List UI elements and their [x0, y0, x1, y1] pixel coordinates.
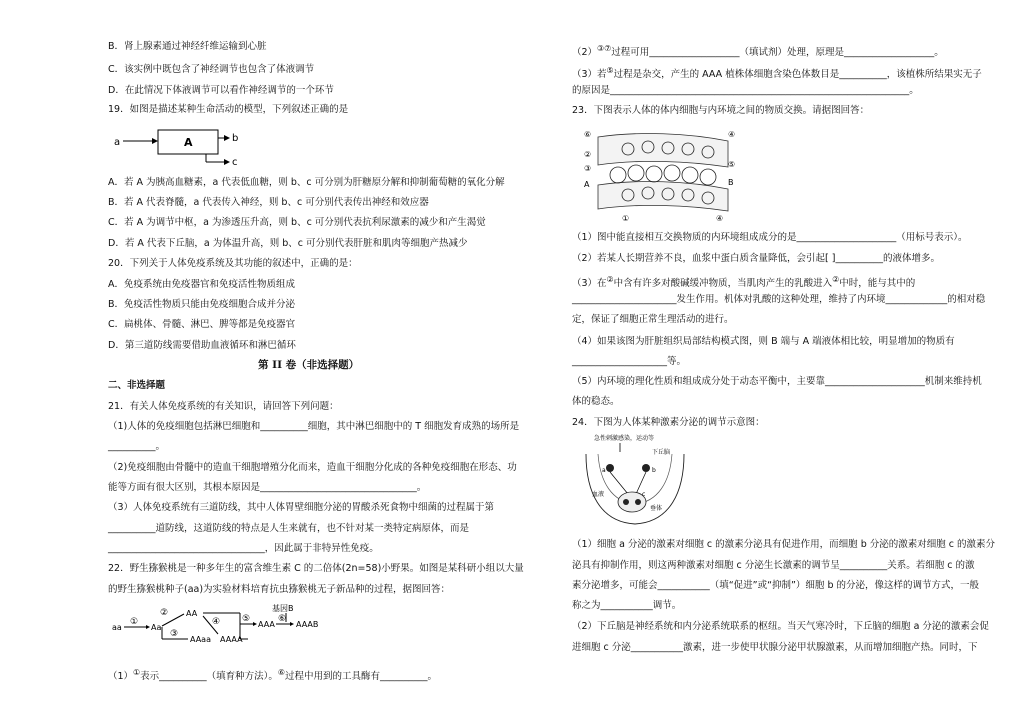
fig23-label-b: B: [728, 178, 734, 187]
q19-option-d: D．若 A 代表下丘脑，a 为体温升高，则 b、c 可分别代表肝脏和肌肉等细胞产热减少: [108, 238, 468, 249]
q23-part2: （2）若某人长期营养不良，血浆中蛋白质含量降低，会引起[ ]__________的液体增多。: [572, 253, 940, 264]
q20-option-b: B．免疫活性物质只能由免疫细胞合成并分泌: [108, 299, 296, 310]
q22-part3-line1: （3）若⑤过程是杂交，产生的 AAA 植株体细胞含染色体数目是__________，该植株所结果实无子: [572, 66, 982, 81]
svg-text:aa: aa: [112, 623, 122, 632]
fig23-num-2: ②: [584, 150, 592, 159]
q21-part2-line1: （2)免疫细胞由骨髓中的造血干细胞增殖分化而来，造血干细胞分化成的各种免疫细胞在形态、功: [108, 462, 517, 473]
circled-6: ⑥: [277, 668, 285, 677]
q22-breeding-figure: [108, 604, 348, 648]
q20-option-d: D．第三道防线需要借助血液循环和淋巴循环: [108, 340, 296, 351]
q24-part1-line3: 素分泌增多，可能会___________（填“促进”或“抑制”）细胞 b 的分泌，像这样的调节方式，一般: [572, 580, 980, 591]
q19-model-figure: [108, 126, 248, 174]
section-2-heading: 二、非选择题: [108, 380, 166, 391]
svg-text:④: ④: [212, 617, 221, 627]
q23-part3-line3: 定，保证了细胞正常生理活动的进行。: [572, 314, 734, 325]
svg-text:AAAB: AAAB: [296, 620, 319, 629]
circled-2b: ②: [832, 275, 840, 284]
q19-fig-out-c: c: [232, 157, 238, 168]
fig24-top-label: 急性刺激感染，运动等: [594, 435, 655, 442]
fig23-num-1: ①: [622, 214, 630, 223]
svg-text:AAA: AAA: [258, 620, 275, 629]
q19-option-c: C．若 A 为调节中枢，a 为渗透压升高，则 b、c 可分别代表抗利尿激素的减少和产生渴觉: [108, 217, 486, 228]
fig23-num-6: ⑥: [584, 130, 592, 139]
q23-tissue-figure: [578, 127, 738, 223]
q23-part5-line2: 体的稳态。: [572, 396, 620, 407]
svg-text:AAAA: AAAA: [220, 635, 243, 644]
q24-part2-line1: （2）下丘脑是神经系统和内分泌系统联系的枢纽。当天气寒冷时，下丘脑的细胞 a 分泌的激素会促: [572, 621, 989, 632]
q24-part1-line4: 称之为___________调节。: [572, 600, 682, 611]
svg-text:基因B: 基因B: [272, 604, 294, 613]
q23-part3-line2: ______________________发生作用。机体对乳酸的这种处理，维持了内环境_____________的相对稳: [572, 294, 986, 305]
q18-option-d: D．在此情况下体液调节可以看作神经调节的一个环节: [108, 85, 334, 96]
q19-option-a: A．若 A 为胰高血糖素，a 代表低血糖，则 b、c 可分别为肝糖原分解和抑制葡萄糖的氧化分解: [108, 177, 505, 188]
circled-5: ⑤: [606, 66, 614, 75]
q21-part2-line2: 能等方面有很大区别，其根本原因是_________________________________。: [108, 482, 427, 493]
q23-part4-line1: （4）如果该图为肝脏组织局部结构模式图，则 B 端与 A 端液体相比较，明显增加的物质有: [572, 336, 955, 347]
fig24-blood: 血液: [592, 491, 605, 498]
q19-stem: 19．如图是描述某种生命活动的模型，下列叙述正确的是: [108, 104, 349, 115]
fig23-num-4a: ④: [728, 130, 736, 139]
fig24-pituitary: 垂体: [650, 505, 663, 512]
fig24-cell-a: a: [602, 467, 606, 474]
circled-3-7: ③⑦: [597, 44, 612, 53]
q23-part3-line1: （3）在②中含有许多对酸碱缓冲物质，当肌肉产生的乳酸进入②中时，能与其中的: [572, 275, 916, 290]
q19-fig-box-label: A: [184, 136, 193, 149]
q23-part1: （1）图中能直接相互交换物质的内环境组成成分的是_____________________（用标号表示）。: [572, 232, 968, 243]
q22-stem-line2: 的野生猕猴桃种子(aa)为实验材料培育抗虫猕猴桃无子新品种的过程，据图回答：: [108, 584, 451, 595]
q19-option-b: B．若 A 代表脊髓，a 代表传入神经，则 b、c 可分别代表传出神经和效应器: [108, 197, 429, 208]
svg-text:①: ①: [130, 617, 139, 627]
fig24-cell-b: b: [652, 467, 656, 474]
svg-text:Aa: Aa: [151, 623, 162, 632]
q20-option-c: C．扁桃体、骨髓、淋巴、脾等都是免疫器官: [108, 319, 296, 330]
q21-part3-line1: （3）人体免疫系统有三道防线，其中人体胃壁细胞分泌的胃酸杀死食物中细菌的过程属于第: [108, 502, 495, 513]
circled-1: ①: [133, 668, 141, 677]
q24-stem: 24．下图为人体某种激素分泌的调节示意图：: [572, 417, 765, 428]
svg-text:⑥: ⑥: [278, 614, 287, 624]
q22-part1: （1）①表示__________（填育种方法）。⑥过程中用到的工具酶有__________。: [108, 668, 438, 683]
fig24-cell-c: c: [642, 491, 646, 498]
fig23-num-4b: ④: [716, 214, 724, 223]
volume-2-title: 第 II 卷（非选择题）: [258, 359, 360, 371]
q20-stem: 20．下列关于人体免疫系统及其功能的叙述中，正确的是：: [108, 258, 358, 269]
svg-text:AAaa: AAaa: [190, 635, 211, 644]
q18-option-b: B．肾上腺素通过神经纤维运输到心脏: [108, 41, 267, 52]
q23-part5-line1: （5）内环境的理化性质和组成成分处于动态平衡中，主要靠_____________________机制来维持机: [572, 376, 982, 387]
q22-part3-line2: 的原因是_______________________________________________________________。: [572, 85, 919, 96]
q23-part4-line2: ____________________等。: [572, 356, 687, 367]
q21-part1-line1: （1)人体的免疫细胞包括淋巴细胞和__________细胞，其中淋巴细胞中的 T 细胞发育成熟的场所是: [108, 421, 520, 432]
q23-stem: 23．下图表示人体的体内细胞与内环境之间的物质交换。请据图回答：: [572, 105, 870, 116]
fig24-hypothalamus: 下丘脑: [652, 449, 671, 456]
fig23-label-a: A: [584, 180, 590, 189]
q22-part2: （2）③⑦过程可用___________________（填试剂）处理，原理是___________________。: [572, 44, 944, 59]
q24-part1-line2: 泌具有抑制作用，则这两种激素对细胞 c 分泌生长激素的调节呈__________关系。若细胞 c 的激: [572, 560, 975, 571]
q21-part3-line2: __________道防线，这道防线的特点是人生来就有，也不针对某一类特定病原体，而是: [108, 523, 470, 534]
circled-2a: ②: [606, 275, 614, 284]
right-column: [572, 0, 996, 724]
q19-fig-out-b: b: [232, 133, 239, 144]
svg-text:⑤: ⑤: [242, 614, 251, 624]
q21-part1-line2: __________。: [108, 441, 166, 452]
q21-stem: 21．有关人体免疫系统的有关知识，请回答下列问题：: [108, 401, 339, 412]
q24-part1-line1: （1）细胞 a 分泌的激素对细胞 c 的激素分泌具有促进作用，而细胞 b 分泌的激素对细胞 c 的激素分: [572, 539, 996, 550]
q22-stem-line1: 22．野生猕猴桃是一种多年生的富含维生素 C 的二倍体(2n=58)小野果。如图是某科研小组以大量: [108, 563, 524, 574]
q21-part3-line3: _________________________________，因此属于非特异性免疫。: [108, 543, 379, 554]
fig23-num-3: ③: [584, 164, 592, 173]
q24-hormone-figure: [580, 432, 690, 530]
svg-text:AA: AA: [186, 609, 198, 618]
q18-option-c: C．该实例中既包含了神经调节也包含了体液调节: [108, 64, 315, 75]
q19-fig-input: a: [114, 137, 121, 148]
left-column: [108, 0, 528, 724]
fig23-num-5: ⑤: [728, 160, 736, 169]
svg-text:③: ③: [170, 629, 179, 639]
q24-part2-line2: 进细胞 c 分泌___________激素，进一步使甲状腺分泌甲状腺激素，从而增加细胞产热。同时，下: [572, 642, 978, 653]
svg-text:②: ②: [160, 608, 169, 618]
q20-option-a: A．免疫系统由免疫器官和免疫活性物质组成: [108, 279, 295, 290]
